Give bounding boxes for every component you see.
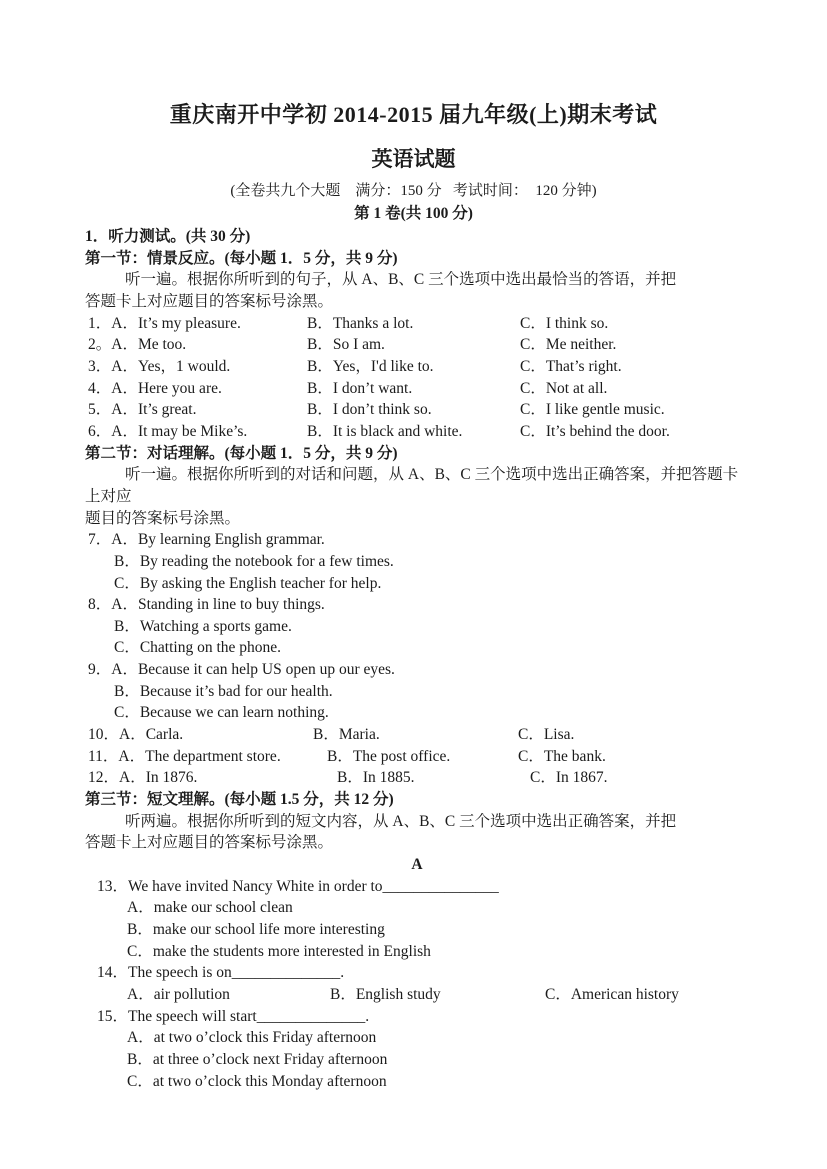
option-a: A．air pollution — [127, 985, 230, 1003]
exam-header — [0, 0, 827, 224]
question-7-option-c: C．By asking the English teacher for help. — [114, 574, 382, 592]
question-row-2 — [85, 334, 749, 356]
exam-subtitle: 英语试题 — [371, 147, 456, 171]
question-13-option-a: A．make our school clean — [127, 899, 293, 917]
question-14-options-row — [85, 984, 749, 1006]
option-a: 4．A．Here you are. — [88, 379, 222, 397]
question-14-stem: 14．The speech is on______________. — [97, 964, 345, 982]
option-c: C．American history — [545, 985, 679, 1003]
option-b: B．In 1885. — [337, 769, 415, 787]
option-b: B．I don’t think so. — [307, 401, 432, 419]
question-13-option-b: B．make our school life more interesting — [127, 921, 385, 938]
question-8-option-a: 8．A．Standing in line to buy things. — [88, 596, 325, 614]
question-15-option-b: B．at three o’clock next Friday afternoon — [127, 1050, 388, 1068]
option-a: 12．A．In 1876. — [88, 769, 198, 787]
question-13-option-c: C．make the students more interested in English — [127, 942, 431, 960]
option-c: C．Not at all. — [520, 379, 608, 397]
part2-instruction-line1: 听一遍。根据你所听到的对话和问题，从 A、B、C 三个选项中选出正确答案，并把答题卡上对应 — [85, 466, 739, 505]
question-row-5 — [85, 399, 749, 421]
option-a: 5．A．It’s great. — [88, 401, 197, 419]
part3-instruction-line2: 答题卡上对应题目的答案标号涂黑。 — [85, 834, 334, 852]
question-9-option-a: 9．A．Because it can help US open up our eyes. — [88, 661, 395, 679]
option-b: B．Yes，I'd like to. — [307, 357, 434, 375]
listening-section-heading: 1．听力测试。(共 30 分) — [85, 228, 251, 245]
option-c: C．That’s right. — [520, 357, 622, 375]
option-b: B．Thanks a lot. — [307, 314, 414, 332]
part1-instruction-line1: 听一遍。根据你所听到的句子，从 A、B、C 三个选项中选出最恰当的答语，并把 — [125, 271, 677, 289]
part3-heading: 第三节：短文理解。(每小题 1.5 分，共 12 分) — [85, 791, 394, 809]
question-7-option-b: B．By reading the notebook for a few times. — [114, 552, 394, 570]
option-a: 2。A．Me too. — [88, 336, 187, 354]
option-b: B．The post office. — [327, 747, 451, 765]
option-c: C．Me neither. — [520, 336, 617, 354]
question-15-option-a: A．at two o’clock this Friday afternoon — [127, 1029, 377, 1047]
question-row-3 — [85, 356, 749, 378]
question-row-11 — [85, 746, 749, 768]
passage-a-label: A — [411, 856, 423, 874]
option-b: B．Maria. — [313, 726, 380, 744]
question-13-stem: 13．We have invited Nancy White in order to_______________ — [97, 877, 499, 895]
option-a: 11．A．The department store. — [88, 747, 281, 765]
exam-body — [0, 226, 827, 1092]
option-b: B．I don’t want. — [307, 379, 413, 397]
option-a: 6．A．It may be Mike’s. — [88, 422, 248, 440]
option-c: C．Lisa. — [518, 726, 575, 744]
question-15-option-c: C．at two o’clock this Monday afternoon — [127, 1072, 387, 1090]
volume-heading: 第 1 卷(共 100 分) — [354, 205, 473, 222]
question-9-option-b: B．Because it’s bad for our health. — [114, 682, 333, 700]
option-c: C．I like gentle music. — [520, 401, 665, 419]
question-9-option-c: C．Because we can learn nothing. — [114, 704, 329, 722]
question-row-6 — [85, 421, 749, 443]
option-b: B．It is black and white. — [307, 422, 463, 440]
question-15-stem: 15．The speech will start______________. — [97, 1007, 370, 1025]
question-8-option-c: C．Chatting on the phone. — [114, 639, 282, 657]
option-c: C．I think so. — [520, 314, 609, 332]
part2-heading: 第二节：对话理解。(每小题 1．5 分，共 9 分) — [85, 444, 398, 462]
question-row-1 — [85, 313, 749, 335]
option-b: B．English study — [330, 985, 441, 1003]
question-row-12 — [85, 767, 749, 789]
part1-heading: 第一节：情景反应。(每小题 1．5 分，共 9 分) — [85, 249, 398, 267]
option-a: 1．A．It’s my pleasure. — [88, 314, 241, 332]
exam-title: 重庆南开中学初 2014-2015 届九年级(上)期末考试 — [169, 102, 658, 127]
part3-instruction-line1: 听两遍。根据你所听到的短文内容，从 A、B、C 三个选项中选出正确答案，并把 — [125, 812, 677, 830]
option-b: B．So I am. — [307, 336, 385, 354]
question-8-option-b: B．Watching a sports game. — [114, 617, 292, 635]
question-7-option-a: 7．A．By learning English grammar. — [88, 531, 325, 549]
question-row-4 — [85, 378, 749, 400]
option-a: 10．A．Carla. — [88, 726, 184, 744]
option-a: 3．A．Yes，1 would. — [88, 357, 231, 375]
question-row-10 — [85, 724, 749, 746]
option-c: C．In 1867. — [530, 769, 608, 787]
part2-instruction-line2: 题目的答案标号涂黑。 — [85, 509, 241, 527]
part1-instruction-line2: 答题卡上对应题目的答案标号涂黑。 — [85, 292, 334, 310]
exam-meta-line: (全卷共九个大题 满分：150 分 考试时间： 120 分钟) — [230, 183, 597, 199]
option-c: C．The bank. — [518, 747, 606, 765]
option-c: C．It’s behind the door. — [520, 422, 670, 440]
